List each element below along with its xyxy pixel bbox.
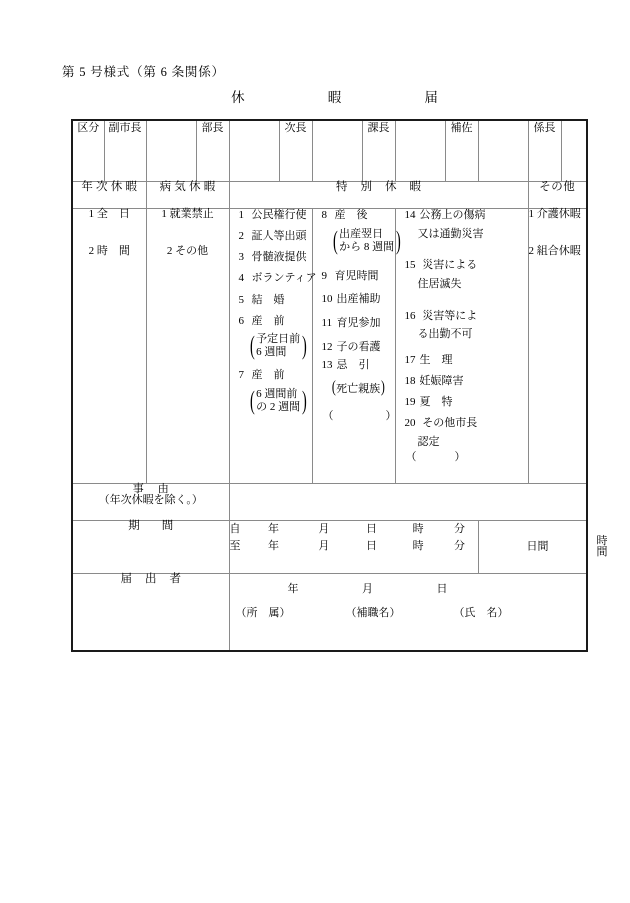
special-leave-item-9[interactable]: 9 育児時間 <box>321 269 379 282</box>
approval-stamp-kakaricho[interactable] <box>561 120 587 182</box>
category-header-sick: 病気休暇 <box>146 182 229 209</box>
title-char-2: 暇 <box>327 90 343 105</box>
approval-stamp-jicho[interactable] <box>312 120 362 182</box>
annual-leave-item-1[interactable]: 1 全 日 <box>88 208 130 220</box>
reason-label-line1: 事由 <box>132 483 183 495</box>
special-leave-item-8-note-line1: 出産翌日 <box>339 227 384 240</box>
special-leave-item-4[interactable]: 4 ボランティア <box>238 272 317 285</box>
special-leave-column-3[interactable] <box>395 209 528 484</box>
special-leave-item-5[interactable]: 5 結 婚 <box>238 293 285 306</box>
blank-paren-close: ） <box>454 450 466 463</box>
document-title <box>190 86 480 106</box>
period-label: 期間 <box>72 521 229 574</box>
title-char-1: 休 <box>231 90 246 105</box>
approval-label-vice-mayor-text: 副市長 <box>108 122 142 134</box>
form-number: 第 5 号様式（第 6 条関係） <box>62 65 225 79</box>
reason-label-line2: （年次休暇を除く。） <box>98 494 203 506</box>
special-leave-item-16-line2: る出勤不可 <box>417 328 473 341</box>
reason-row <box>72 484 587 521</box>
sick-leave-item-2[interactable]: 2 その他 <box>166 245 209 257</box>
special-leave-item-13-note <box>313 378 395 395</box>
approval-label-kacho-text: 課長 <box>367 122 390 134</box>
paren-open-bracket: ( <box>249 331 255 361</box>
period-to-year[interactable]: 年 <box>268 540 280 552</box>
period-date-grid[interactable] <box>229 521 478 574</box>
special-leave-column-3-blank-field[interactable] <box>396 452 528 463</box>
submitter-date-year[interactable]: 年 <box>287 583 299 595</box>
approval-label-jicho <box>279 120 312 182</box>
sick-leave-cell[interactable] <box>146 209 229 484</box>
submitter-date[interactable] <box>288 584 448 595</box>
approval-label-kacho <box>362 120 395 182</box>
special-leave-item-7[interactable]: 7 産 前 <box>238 369 285 382</box>
submitter-field[interactable] <box>229 574 587 652</box>
special-leave-item-6-note-line1: 予定日前 <box>256 333 301 346</box>
approval-label-bucho-text: 部長 <box>201 122 224 134</box>
approval-division-text: 区分 <box>77 122 100 134</box>
other-leave-item-1[interactable]: 1 介護休暇 <box>528 208 581 220</box>
title-char-3: 届 <box>424 90 439 105</box>
period-to-day[interactable]: 日 <box>365 540 377 552</box>
period-total-hours-label: 時間 <box>596 535 608 558</box>
period-from-marker: 自 <box>229 523 241 535</box>
special-leave-item-20[interactable]: 20 その他市長 <box>404 417 478 430</box>
paren-open-bracket: ( <box>331 376 336 396</box>
submitter-date-month[interactable]: 月 <box>362 583 373 595</box>
period-from-day[interactable]: 日 <box>365 523 377 535</box>
period-from-minute[interactable]: 分 <box>454 523 465 535</box>
special-leave-item-6-note <box>230 333 312 359</box>
period-from-hour[interactable]: 時 <box>412 523 424 535</box>
submitter-label: 届出者 <box>72 574 229 652</box>
leave-form-table <box>71 119 608 652</box>
category-header-row <box>72 182 587 209</box>
category-header-special: 特別休暇 <box>229 182 528 209</box>
special-leave-item-8-note <box>313 225 401 255</box>
special-leave-item-10[interactable]: 10 出産補助 <box>321 293 381 306</box>
blank-paren-open: （ <box>322 409 334 422</box>
approval-label-jicho-text: 次長 <box>284 122 307 134</box>
special-leave-item-14-line2: 又は通勤災害 <box>417 227 484 240</box>
period-to-minute[interactable]: 分 <box>454 540 465 552</box>
special-leave-item-8-note-line2: から 8 週間 <box>339 240 395 253</box>
period-total-days-label: 日間 <box>526 540 549 553</box>
special-leave-item-19[interactable]: 19 夏 特 <box>404 396 453 409</box>
special-leave-item-15-line2: 住居滅失 <box>417 277 462 290</box>
paren-close-bracket: ) <box>302 331 307 361</box>
approval-label-vice-mayor <box>104 120 146 182</box>
approval-label-hosa-text: 補佐 <box>450 122 473 134</box>
approval-label-hosa <box>445 120 478 182</box>
other-leave-item-2[interactable]: 2 組合休暇 <box>528 245 581 257</box>
paren-close-bracket: ) <box>302 385 307 415</box>
annual-leave-item-2[interactable]: 2 時 間 <box>88 245 130 257</box>
approval-stamp-vice-mayor[interactable] <box>146 120 196 182</box>
special-leave-item-7-note <box>230 385 312 415</box>
special-leave-item-18[interactable]: 18 妊娠障害 <box>404 374 464 387</box>
special-leave-column-1[interactable] <box>229 209 317 484</box>
special-leave-item-20-line2: 認定 <box>417 435 440 448</box>
reason-input-field[interactable] <box>229 484 587 521</box>
special-leave-item-13-note-text: 死亡親族 <box>336 382 381 395</box>
special-leave-item-8[interactable]: 8 産 後 <box>321 209 368 221</box>
approval-label-bucho <box>196 120 229 182</box>
category-header-annual: 年次休暇 <box>72 182 146 209</box>
blank-paren-open: （ <box>405 450 417 463</box>
approval-stamp-bucho[interactable] <box>229 120 279 182</box>
special-leave-column-2[interactable] <box>312 209 401 484</box>
period-to-month[interactable]: 月 <box>318 540 330 552</box>
approval-stamp-hosa[interactable] <box>478 120 528 182</box>
special-leave-item-7-note-line1: 6 週間前 <box>256 387 298 400</box>
special-leave-item-3[interactable]: 3 骨髄液提供 <box>238 251 307 264</box>
special-leave-item-11[interactable]: 11 育児参加 <box>321 316 381 329</box>
period-from-year[interactable]: 年 <box>268 523 280 535</box>
annual-leave-cell[interactable] <box>72 209 146 484</box>
period-from-month[interactable]: 月 <box>318 523 330 535</box>
period-to-row[interactable] <box>230 538 478 555</box>
special-leave-item-16[interactable]: 16 災害等によ <box>404 309 478 322</box>
special-leave-item-14[interactable]: 14 公務上の傷病 <box>404 209 486 221</box>
reason-label <box>72 484 229 521</box>
special-leave-item-17[interactable]: 17 生 理 <box>404 353 453 366</box>
leave-options-row <box>72 209 587 484</box>
special-leave-item-2[interactable]: 2 証人等出頭 <box>238 230 307 243</box>
paren-open-bracket: ( <box>332 225 338 255</box>
paren-close-bracket: ) <box>396 225 401 255</box>
special-leave-item-15[interactable]: 15 災害による <box>404 259 478 272</box>
approval-label-kakaricho <box>528 120 561 182</box>
approval-row <box>72 120 587 182</box>
approval-stamp-kacho[interactable] <box>395 120 445 182</box>
special-leave-item-12[interactable]: 12 子の看護 <box>321 340 381 353</box>
period-to-marker: 至 <box>229 540 241 552</box>
submitter-name-label[interactable]: （氏 名） <box>453 607 509 619</box>
special-leave-item-6-note-line2: 6 週間 <box>256 346 287 359</box>
submitter-date-day[interactable]: 日 <box>436 583 448 595</box>
special-leave-item-13[interactable]: 13 忌 引 <box>321 359 370 372</box>
period-total-cell[interactable] <box>478 521 608 574</box>
submitter-affiliation-label[interactable]: （所 属） <box>235 607 291 619</box>
approval-label-kakaricho-text: 係長 <box>533 122 556 134</box>
sick-leave-item-1[interactable]: 1 就業禁止 <box>161 208 214 220</box>
period-from-row[interactable] <box>230 521 478 538</box>
submitter-position-label[interactable]: （補職名） <box>345 607 401 619</box>
category-header-other: その他 <box>528 182 587 209</box>
special-leave-item-7-note-line2: の 2 週間 <box>256 400 301 413</box>
approval-division-label <box>72 120 104 182</box>
special-leave-item-1[interactable]: 1 公民権行使 <box>238 209 307 221</box>
blank-paren-close: ） <box>385 409 397 422</box>
period-row <box>72 521 587 574</box>
period-to-hour[interactable]: 時 <box>412 540 424 552</box>
submitter-row <box>72 574 587 652</box>
other-leave-cell[interactable] <box>528 209 587 484</box>
special-leave-item-6[interactable]: 6 産 前 <box>238 314 285 327</box>
paren-open-bracket: ( <box>249 385 255 415</box>
paren-close-bracket: ) <box>381 376 385 396</box>
special-leave-column-2-blank-field[interactable] <box>313 411 395 422</box>
